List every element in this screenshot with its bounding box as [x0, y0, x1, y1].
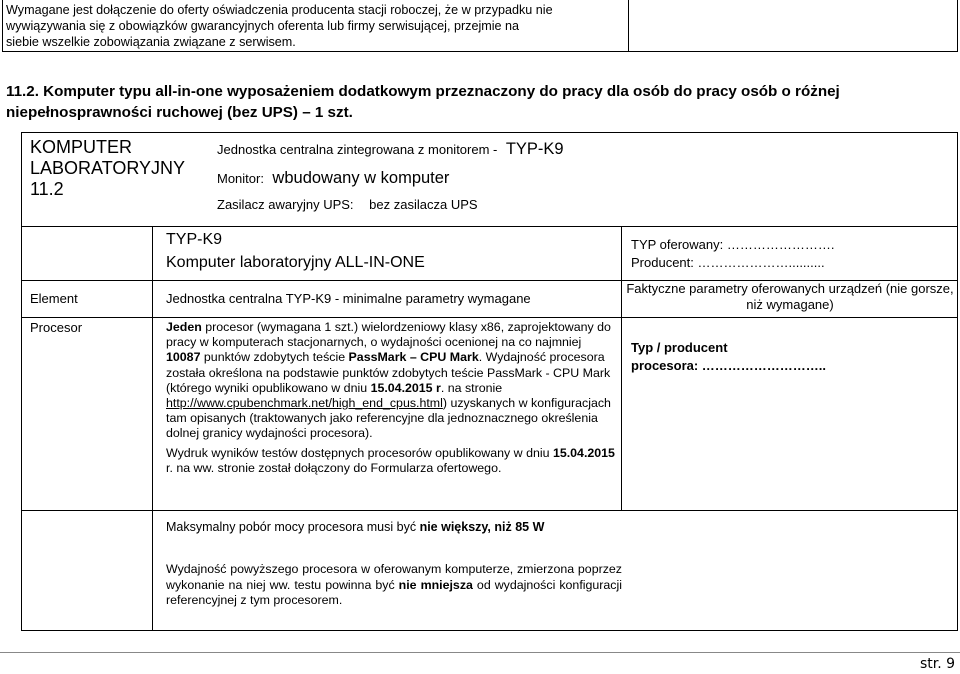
komputer-lab-number: 11.2 [30, 179, 64, 199]
text: . Wydajność procesora została określona na podstawie punktów zdobytych teście PassMark - CPU Mark (którego wyniki opublikowano w dniu [166, 350, 611, 395]
page-number: str. 9 [920, 656, 956, 672]
power-limit: nie większy, niż 85 W [419, 520, 545, 534]
offered-type [631, 236, 834, 272]
procesor-type-field [631, 339, 826, 375]
text: punktów zdobytych teście [200, 350, 349, 365]
type-code: TYP-K9 [166, 231, 223, 248]
procesor-type-value: procesora: ……………………….. [631, 358, 827, 373]
text: . na stronie [440, 380, 503, 395]
top-note-line: wywiązywania się z obowiązków gwarancyjnych oferenta lub firmy serwisującej, przejmie na [6, 19, 520, 33]
benchmark-date: 15.04.2015 r [370, 380, 441, 395]
section-heading [6, 81, 960, 123]
unit-description [217, 140, 564, 159]
section-heading-line: 11.2. Komputer typu all-in-one wyposażeniem dodatkowym przeznaczony do pracy dla osób do pracy osób o różnej [6, 83, 840, 100]
text: ) uzyskanych w konfiguracjach tam opisanych (traktowanych jako referencyjne dla jednoznacznego określenia dolnej granicy wydajności procesora). [166, 396, 611, 441]
procesor-paragraph [166, 446, 616, 476]
text: Wydajność powyższego procesora w oferowanym komputerze, zmierzona poprzez wykonanie na niej ww. testu powinna być [166, 562, 622, 592]
power-requirement [166, 520, 544, 534]
printout-date: 15.04.2015 [552, 445, 615, 460]
passmark-name: PassMark – CPU Mark [348, 350, 479, 365]
procesor-paragraph [166, 320, 616, 442]
section-heading-line: niepełnosprawności ruchowej (bez UPS) – 1 szt. [6, 104, 353, 121]
offered-type-field: TYP oferowany: ……………………. [631, 237, 835, 252]
text: Wydruk wyników testów dostępnych procesorów opublikowany w dniu [166, 445, 553, 460]
ups-line [217, 197, 478, 212]
type-name [166, 230, 425, 273]
procesor-type-label: Typ / producent [631, 340, 728, 355]
actual-column-header: Faktyczne parametry oferowanych urządzeń (nie gorsze, niż wymagane) [626, 281, 954, 312]
ups-value: bez zasilacza UPS [369, 197, 478, 212]
komputer-laboratoryjny-label [30, 137, 210, 200]
procesor-label: Procesor [30, 320, 83, 335]
komputer-lab-title: KOMPUTER LABORATORYJNY [30, 137, 186, 178]
text: r. na ww. stronie został dołączony do Formularza ofertowego. [166, 460, 502, 475]
ups-label: Zasilacz awaryjny UPS: [217, 197, 354, 212]
unit-type: TYP-K9 [505, 140, 564, 158]
performance-requirement [166, 562, 622, 609]
monitor-label: Monitor: [217, 171, 264, 186]
top-note-line: siebie wszelkie zobowiązania związane z serwisem. [6, 35, 296, 49]
top-note [6, 2, 626, 50]
text: procesor (wymagana 1 szt. [201, 320, 355, 334]
benchmark-link[interactable]: http://www.cpubenchmark.net/high_end_cpus.html [166, 396, 443, 411]
text: ) wielordzeniowy klasy x86, zaprojektowany do pracy w komputerach stacjonarnych, o wydajności ocenionej na co najmniej [166, 320, 611, 350]
monitor-line [217, 169, 449, 188]
passmark-score: 10087 [166, 350, 201, 365]
top-note-line: Wymagane jest dołączenie do oferty oświadczenia producenta stacji roboczej, że w przypadku nie [6, 3, 553, 17]
procesor-requirements [166, 320, 616, 476]
performance-condition: nie mniejsza [398, 577, 473, 592]
monitor-value: wbudowany w komputer [272, 169, 450, 187]
element-column-header: Element [30, 291, 78, 306]
type-description: Komputer laboratoryjny ALL-IN-ONE [166, 254, 425, 271]
params-column-header: Jednostka centralna TYP-K9 - minimalne parametry wymagane [166, 291, 531, 306]
unit-label: Jednostka centralna zintegrowana z monitorem - [217, 142, 498, 157]
text: od wydajności konfiguracji referencyjnej z tym procesorem. [166, 577, 623, 607]
text: Maksymalny pobór mocy procesora musi być [166, 520, 420, 534]
producer-field: Producent: ………………….......... [631, 255, 825, 270]
procesor-count: Jeden [166, 320, 202, 334]
